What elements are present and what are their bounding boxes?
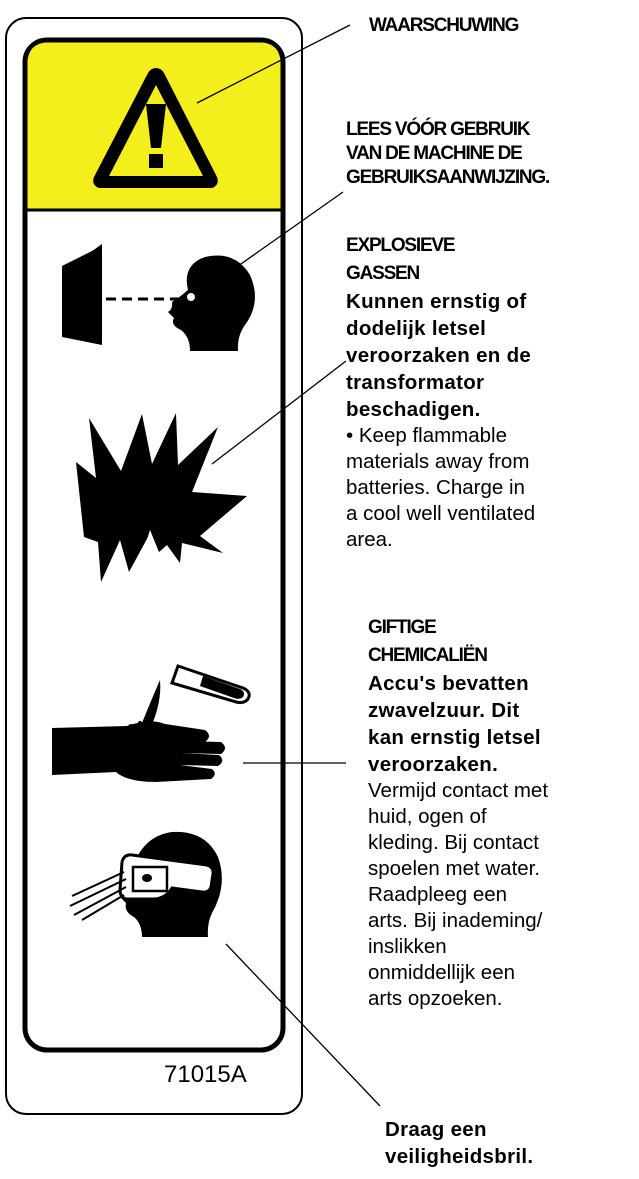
toxic-chemicals-section: GIFTIGE CHEMICALIËN Accu's bevatten zwavelzuur. Dit kan ernstig letsel veroorzaken. Vermijd contact met huid, ogen of kleding. Bij contact spoelen met water. Raadpleeg een arts. Bij inademing/ inslikken onmiddellijk een arts opzoeken. xyxy=(368,617,549,1010)
warning-title: WAARSCHUWING xyxy=(369,15,519,36)
part-number: 71015A xyxy=(164,1061,247,1088)
read-manual-instruction: LEES VÓÓR GEBRUIK VAN DE MACHINE DE GEBRUIKSAANWIJZING. xyxy=(346,119,550,188)
explosive-gases-section: EXPLOSIEVE GASSEN Kunnen ernstig of dodelijk letsel veroorzaken en de transformator beschadigen. • Keep flammable materials away from batteries. Charge in a cool well ventilated area. xyxy=(346,235,536,551)
wear-safety-glasses-instruction: Draag een veiligheidsbril. xyxy=(385,1118,534,1168)
